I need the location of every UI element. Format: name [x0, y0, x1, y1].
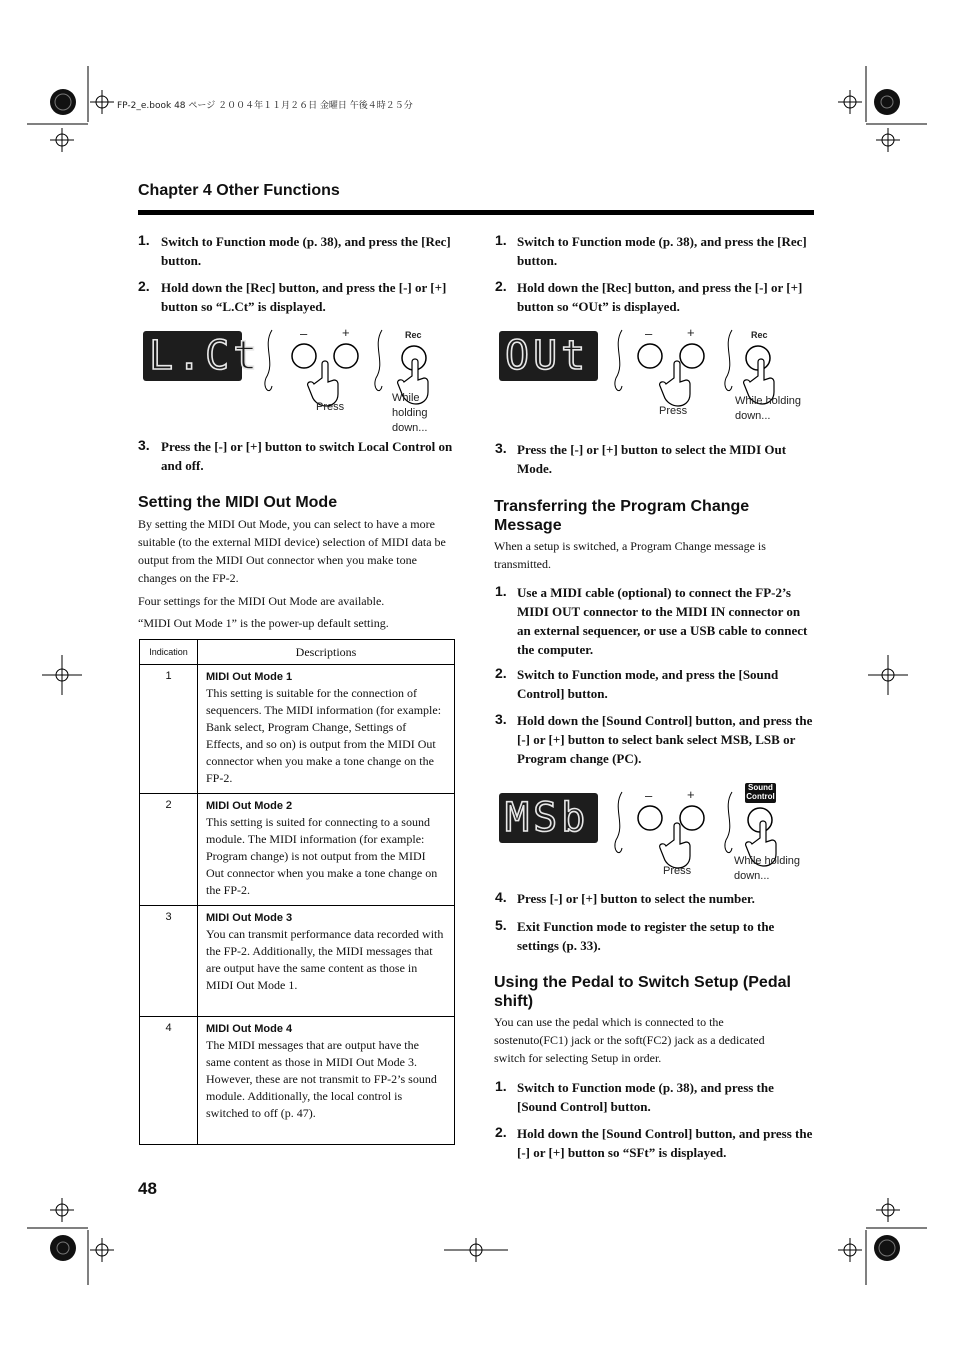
chapter-title: Chapter 4 Other Functions [138, 182, 340, 199]
minus-button-label: – [300, 326, 308, 341]
section-title: Setting the MIDI Out Mode [138, 494, 338, 511]
lcd-display [143, 331, 262, 381]
step-text: Hold down the [Sound Control] button, and press the [-] or [+] button to select bank select MSB, LSB or Program change (PC). [517, 713, 813, 766]
indication-cell: 1 [140, 665, 198, 794]
step-number: 1. [495, 1078, 507, 1094]
column-header: Indication [140, 640, 198, 665]
paragraph: When a setup is switched, a Program Change message is transmitted. [494, 539, 766, 571]
step-number: 2. [495, 278, 507, 294]
lcd-text: L.Ct [149, 333, 262, 379]
section-title: Transferring the Program Change Message [494, 498, 750, 534]
lcd-display [499, 793, 598, 843]
paragraph: “MIDI Out Mode 1” is the power-up default setting. [138, 616, 389, 630]
press-label: Press [659, 405, 688, 417]
press-label: Press [663, 865, 692, 877]
sound-control-badge [745, 783, 776, 803]
step-number: 1. [495, 583, 507, 599]
header-rule [138, 210, 814, 215]
sound-control-label: Sound [748, 783, 773, 792]
rec-button-label: Rec [751, 330, 768, 340]
step-text: Press [-] or [+] button to select the number. [517, 891, 755, 906]
hold-label: While holding down... [392, 392, 428, 434]
step-text: Switch to Function mode (p. 38), and press the [Rec] button. [161, 234, 451, 268]
table-row [140, 794, 455, 906]
step-number: 1. [138, 232, 150, 248]
paragraph: Four settings for the MIDI Out Mode are available. [138, 594, 385, 608]
mode-title: MIDI Out Mode 2 [206, 800, 293, 812]
lcd-display [499, 331, 598, 381]
step-number: 2. [495, 665, 507, 681]
mode-title: MIDI Out Mode 1 [206, 671, 293, 683]
table-row [140, 1017, 455, 1145]
rec-button-label: Rec [405, 330, 422, 340]
step-number: 3. [495, 711, 507, 727]
indication-cell: 3 [140, 906, 198, 1017]
step-text: Hold down the [Rec] button, and press the [-] or [+] button so “OUt” is displayed. [517, 280, 803, 314]
minus-button-label: – [645, 326, 653, 341]
mode-description: The MIDI messages that are output have the same content as those in MIDI Out Mode 3. However, these are not transmit to FP-2’s sound module. Additionally, the local control is switched to off (p. 47). [206, 1038, 437, 1120]
plus-button-label: + [687, 325, 695, 340]
description-cell [198, 794, 455, 906]
sound-control-label: Control [746, 792, 775, 801]
page-number: 48 [138, 1179, 157, 1198]
step-text: Switch to Function mode, and press the [Sound Control] button. [517, 667, 779, 701]
file-header: FP-2_e.book 48 ページ ２００４年１１月２６日 金曜日 午後４時２５分 [117, 101, 413, 111]
column-header: Descriptions [198, 640, 455, 665]
press-label: Press [316, 401, 345, 413]
description-cell [198, 665, 455, 794]
section-title: Using the Pedal to Switch Setup (Pedal shift) [494, 974, 791, 1010]
step-text: Switch to Function mode (p. 38), and press the [Sound Control] button. [517, 1080, 774, 1114]
plus-button-label: + [342, 325, 350, 340]
step-number: 5. [495, 917, 507, 933]
paragraph: You can use the pedal which is connected to the sostenuto(FC1) jack or the soft(FC2) jack as a dedicated switch for selecting Setup in order. [494, 1015, 765, 1065]
description-cell [198, 1017, 455, 1145]
indication-cell: 2 [140, 794, 198, 906]
step-text: Use a MIDI cable (optional) to connect the FP-2’s MIDI OUT connector to the MIDI IN connector on an external sequencer, or use a USB cable to connect the computer. [517, 585, 808, 657]
plus-button-label: + [687, 787, 695, 802]
table-header-row [140, 640, 455, 665]
step-text: Press the [-] or [+] button to switch Local Control on and off. [161, 439, 453, 473]
mode-description: You can transmit performance data recorded with the FP-2. Additionally, the MIDI messages that are output have the same content as those in MIDI Out Mode 1. [206, 927, 444, 992]
indication-cell: 4 [140, 1017, 198, 1145]
step-text: Exit Function mode to register the setup to the settings (p. 33). [517, 919, 775, 953]
mode-description: This setting is suitable for the connection of sequencers. The MIDI information (for example: Bank select, Program Change, Settings of Effects, and so on) is output from the MIDI Out connector when you make a tone change on the FP-2. [206, 686, 442, 785]
step-text: Hold down the [Rec] button, and press the [-] or [+] button so “L.Ct” is displayed. [161, 280, 447, 314]
step-text: Press the [-] or [+] button to select the MIDI Out Mode. [517, 442, 787, 476]
minus-button-label: – [645, 788, 653, 803]
midi-out-mode-table [139, 639, 455, 1145]
step-text: Switch to Function mode (p. 38), and press the [Rec] button. [517, 234, 807, 268]
table-row [140, 665, 455, 794]
description-cell [198, 906, 455, 1017]
step-number: 3. [138, 437, 150, 453]
lcd-text: OUt [505, 333, 590, 379]
mode-title: MIDI Out Mode 3 [206, 912, 293, 924]
hold-label: While holding down... [735, 395, 802, 422]
mode-description: This setting is suited for connecting to a sound module. The MIDI information (for example: Program change) is not output from the MIDI Out connector when you make a tone change on the FP-2. [206, 815, 438, 897]
hold-label: While holding down... [734, 855, 801, 882]
step-text: Hold down the [Sound Control] button, and press the [-] or [+] button so “SFt” is displayed. [517, 1126, 813, 1160]
paragraph: By setting the MIDI Out Mode, you can select to have a more suitable (to the external MIDI device) selection of MIDI data be output from the MIDI Out connector when you make tone changes on the FP-2. [138, 517, 446, 585]
step-number: 3. [495, 440, 507, 456]
step-number: 1. [495, 232, 507, 248]
step-number: 2. [495, 1124, 507, 1140]
step-number: 2. [138, 278, 150, 294]
table-row [140, 906, 455, 1017]
lcd-text: MSb [505, 795, 590, 841]
mode-title: MIDI Out Mode 4 [206, 1023, 293, 1035]
step-number: 4. [495, 889, 507, 905]
